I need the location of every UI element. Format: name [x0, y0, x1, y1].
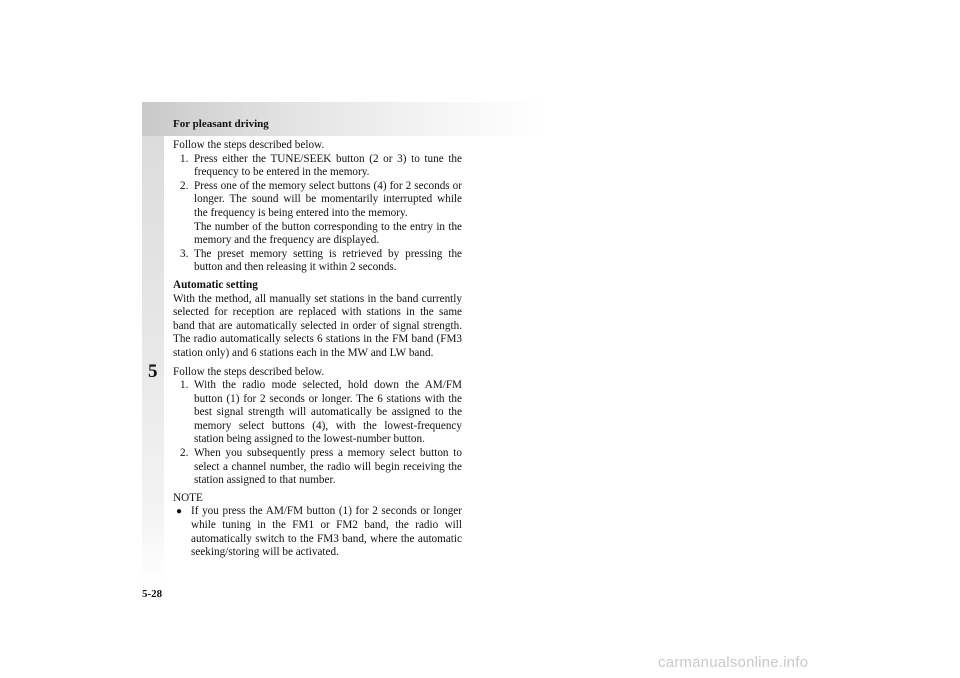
step-number: 1.	[180, 152, 189, 165]
chapter-tab-number: 5	[148, 361, 158, 382]
subheading-automatic-setting: Automatic setting	[173, 278, 258, 291]
note-label: NOTE	[173, 491, 203, 504]
step-text: With the radio mode selected, hold down the AM/FM button (1) for 2 seconds or longer. The 6 stations with the best signal strength will automatically be assigned to the memory select buttons (4), with the lowest-frequency station being assigned to the lowest-number button.	[194, 379, 462, 446]
note-item	[173, 505, 462, 559]
list-item	[173, 379, 462, 447]
note-text: If you press the AM/FM button (1) for 2 seconds or longer while tuning in the FM1 or FM2 band, the radio will automatically switch to the FM3 band, where the automatic seeking/storing will be activated.	[191, 505, 462, 559]
step-number: 2.	[180, 447, 189, 460]
step-text: When you subsequently press a memory select button to select a channel number, the radio will begin receiving the station assigned to that number.	[194, 447, 462, 487]
step-number: 1.	[180, 379, 189, 392]
page-number: 5-28	[142, 588, 163, 600]
step-number: 2.	[180, 179, 189, 192]
step-text: Press either the TUNE/SEEK button (2 or 3) to tune the frequency to be entered in the memory.	[194, 152, 462, 179]
section-title: For pleasant driving	[173, 118, 269, 130]
intro-text: Follow the steps described below.	[173, 365, 325, 378]
step-text: The preset memory setting is retrieved by pressing the button and then releasing it within 2 seconds.	[194, 247, 462, 274]
bullet-icon: ●	[176, 506, 183, 518]
chapter-side-strip	[142, 136, 164, 584]
intro-text: Follow the steps described below.	[173, 139, 325, 151]
main-content	[173, 139, 462, 560]
list-item	[173, 180, 462, 221]
list-item	[173, 248, 462, 275]
step-text: Press one of the memory select buttons (4) for 2 seconds or longer. The sound will be momentarily interrupted while the frequency is being entered into the memory.	[194, 179, 462, 219]
list-item	[173, 153, 462, 180]
list-item	[173, 447, 462, 488]
step-number: 3.	[180, 247, 189, 260]
automatic-setting-paragraph: With the method, all manually set stations in the band currently selected for reception are replaced with stations in the same band that are automatically selected in order of signal strength. The radio automatically selects 6 stations in the FM band (FM3 station only) and 6 stations each in the MW and LW band.	[173, 292, 462, 359]
step-continuation: The number of the button corresponding to the entry in the memory and the frequency are displayed.	[194, 220, 462, 247]
watermark-text: carmanualsonline.info	[658, 654, 809, 671]
